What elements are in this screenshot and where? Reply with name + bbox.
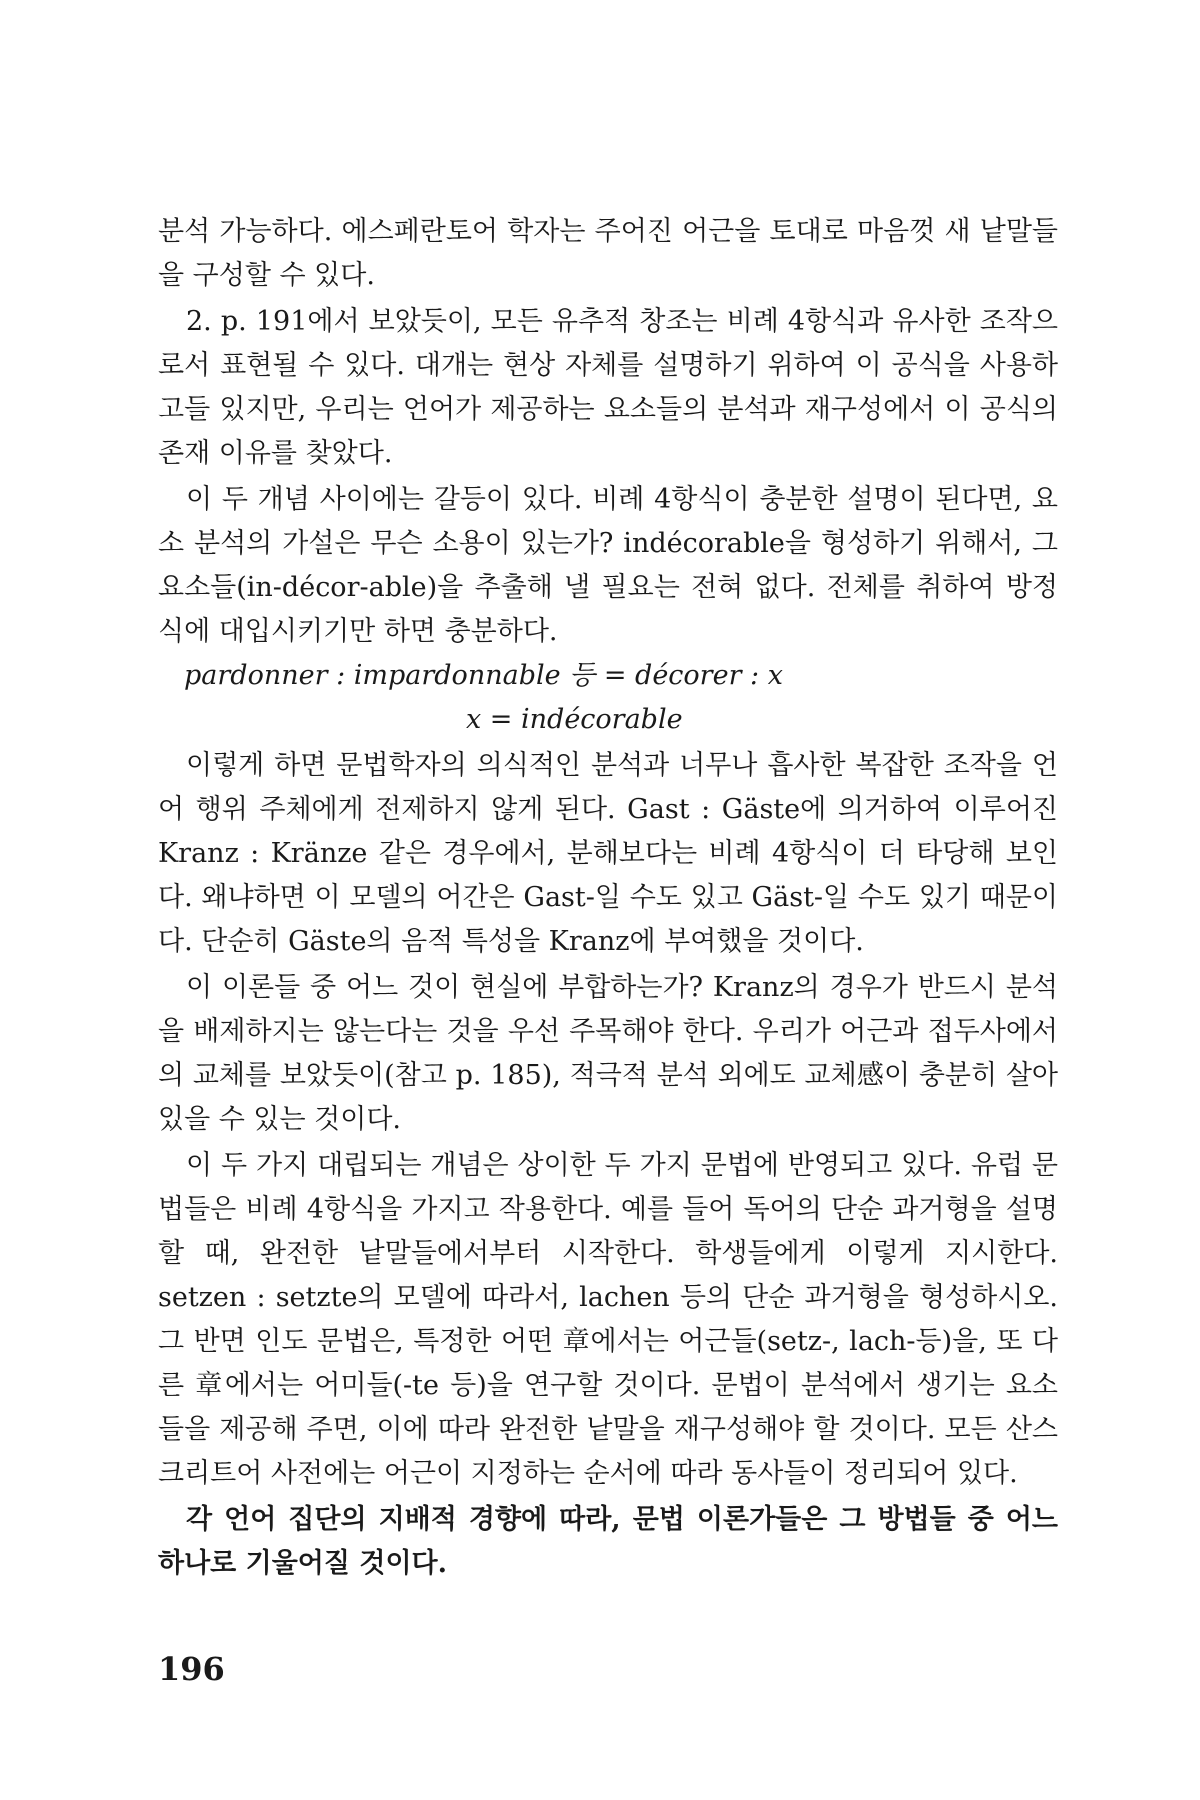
formula-line-2: x = indécorable xyxy=(466,704,683,735)
paragraph-7: 각 언어 집단의 지배적 경향에 따라, 문법 이론가들은 그 방법들 중 어느 하나로 기울어질 것이다. xyxy=(158,1504,1058,1579)
paragraph-6: 이 두 가지 대립되는 개념은 상이한 두 가지 문법에 반영되고 있다. 유럽 문법들은 비례 4항식을 가지고 작용한다. 예를 들어 독어의 단순 과거형을 설명할 때, 완전한 낱말들에서부터 시작한다. 학생들에게 이렇게 지시한다. setzen : setzte의 모델에 따라서, lachen 등의 단순 과거형을 형성하시오. 그 반면 인도 문법은, 특정한 어떤 章에서는 어근들(setz-, lach-등)을, 또 다른 章에서는 어미들(-te 등)을 연구할 것이다. 문법이 분석에서 생기는 요소들을 제공해 주면, 이에 따라 완전한 낱말을 재구성해야 할 것이다. 모든 산스크리트어 사전에는 어근이 지정하는 순서에 따라 동사들이 정리되어 있다. xyxy=(158,1150,1058,1489)
page-body xyxy=(158,210,1058,1586)
paragraph-3: 이 두 개념 사이에는 갈등이 있다. 비례 4항식이 충분한 설명이 된다면, 요소 분석의 가설은 무슨 소용이 있는가? indécorable을 형성하기 위해서, 그 요소들(in-décor-able)을 추출해 낼 필요는 전혀 없다. 전체를 취하여 방정식에 대입시키기만 하면 충분하다. xyxy=(158,484,1058,647)
formula-line-1: pardonner : impardonnable 등 = décorer : x xyxy=(184,660,783,691)
paragraph-4: 이렇게 하면 문법학자의 의식적인 분석과 너무나 흡사한 복잡한 조작을 언어 행위 주체에게 전제하지 않게 된다. Gast : Gäste에 의거하여 이루어진 Kranz : Kränze 같은 경우에서, 분해보다는 비례 4항식이 더 타당해 보인다. 왜냐하면 이 모델의 어간은 Gast-일 수도 있고 Gäst-일 수도 있기 때문이다. 단순히 Gäste의 음적 특성을 Kranz에 부여했을 것이다. xyxy=(158,750,1058,957)
page-number: 196 xyxy=(158,1650,225,1688)
paragraph-5: 이 이론들 중 어느 것이 현실에 부합하는가? Kranz의 경우가 반드시 분석을 배제하지는 않는다는 것을 우선 주목해야 한다. 우리가 어근과 접두사에서의 교체를 보았듯이(참고 p. 185), 적극적 분석 외에도 교체感이 충분히 살아 있을 수 있는 것이다. xyxy=(158,972,1058,1135)
paragraph-2: 2. p. 191에서 보았듯이, 모든 유추적 창조는 비례 4항식과 유사한 조작으로서 표현될 수 있다. 대개는 현상 자체를 설명하기 위하여 이 공식을 사용하고들 있지만, 우리는 언어가 제공하는 요소들의 분석과 재구성에서 이 공식의 존재 이유를 찾았다. xyxy=(158,306,1058,469)
paragraph-1: 분석 가능하다. 에스페란토어 학자는 주어진 어근을 토대로 마음껏 새 낱말들을 구성할 수 있다. xyxy=(158,216,1058,291)
